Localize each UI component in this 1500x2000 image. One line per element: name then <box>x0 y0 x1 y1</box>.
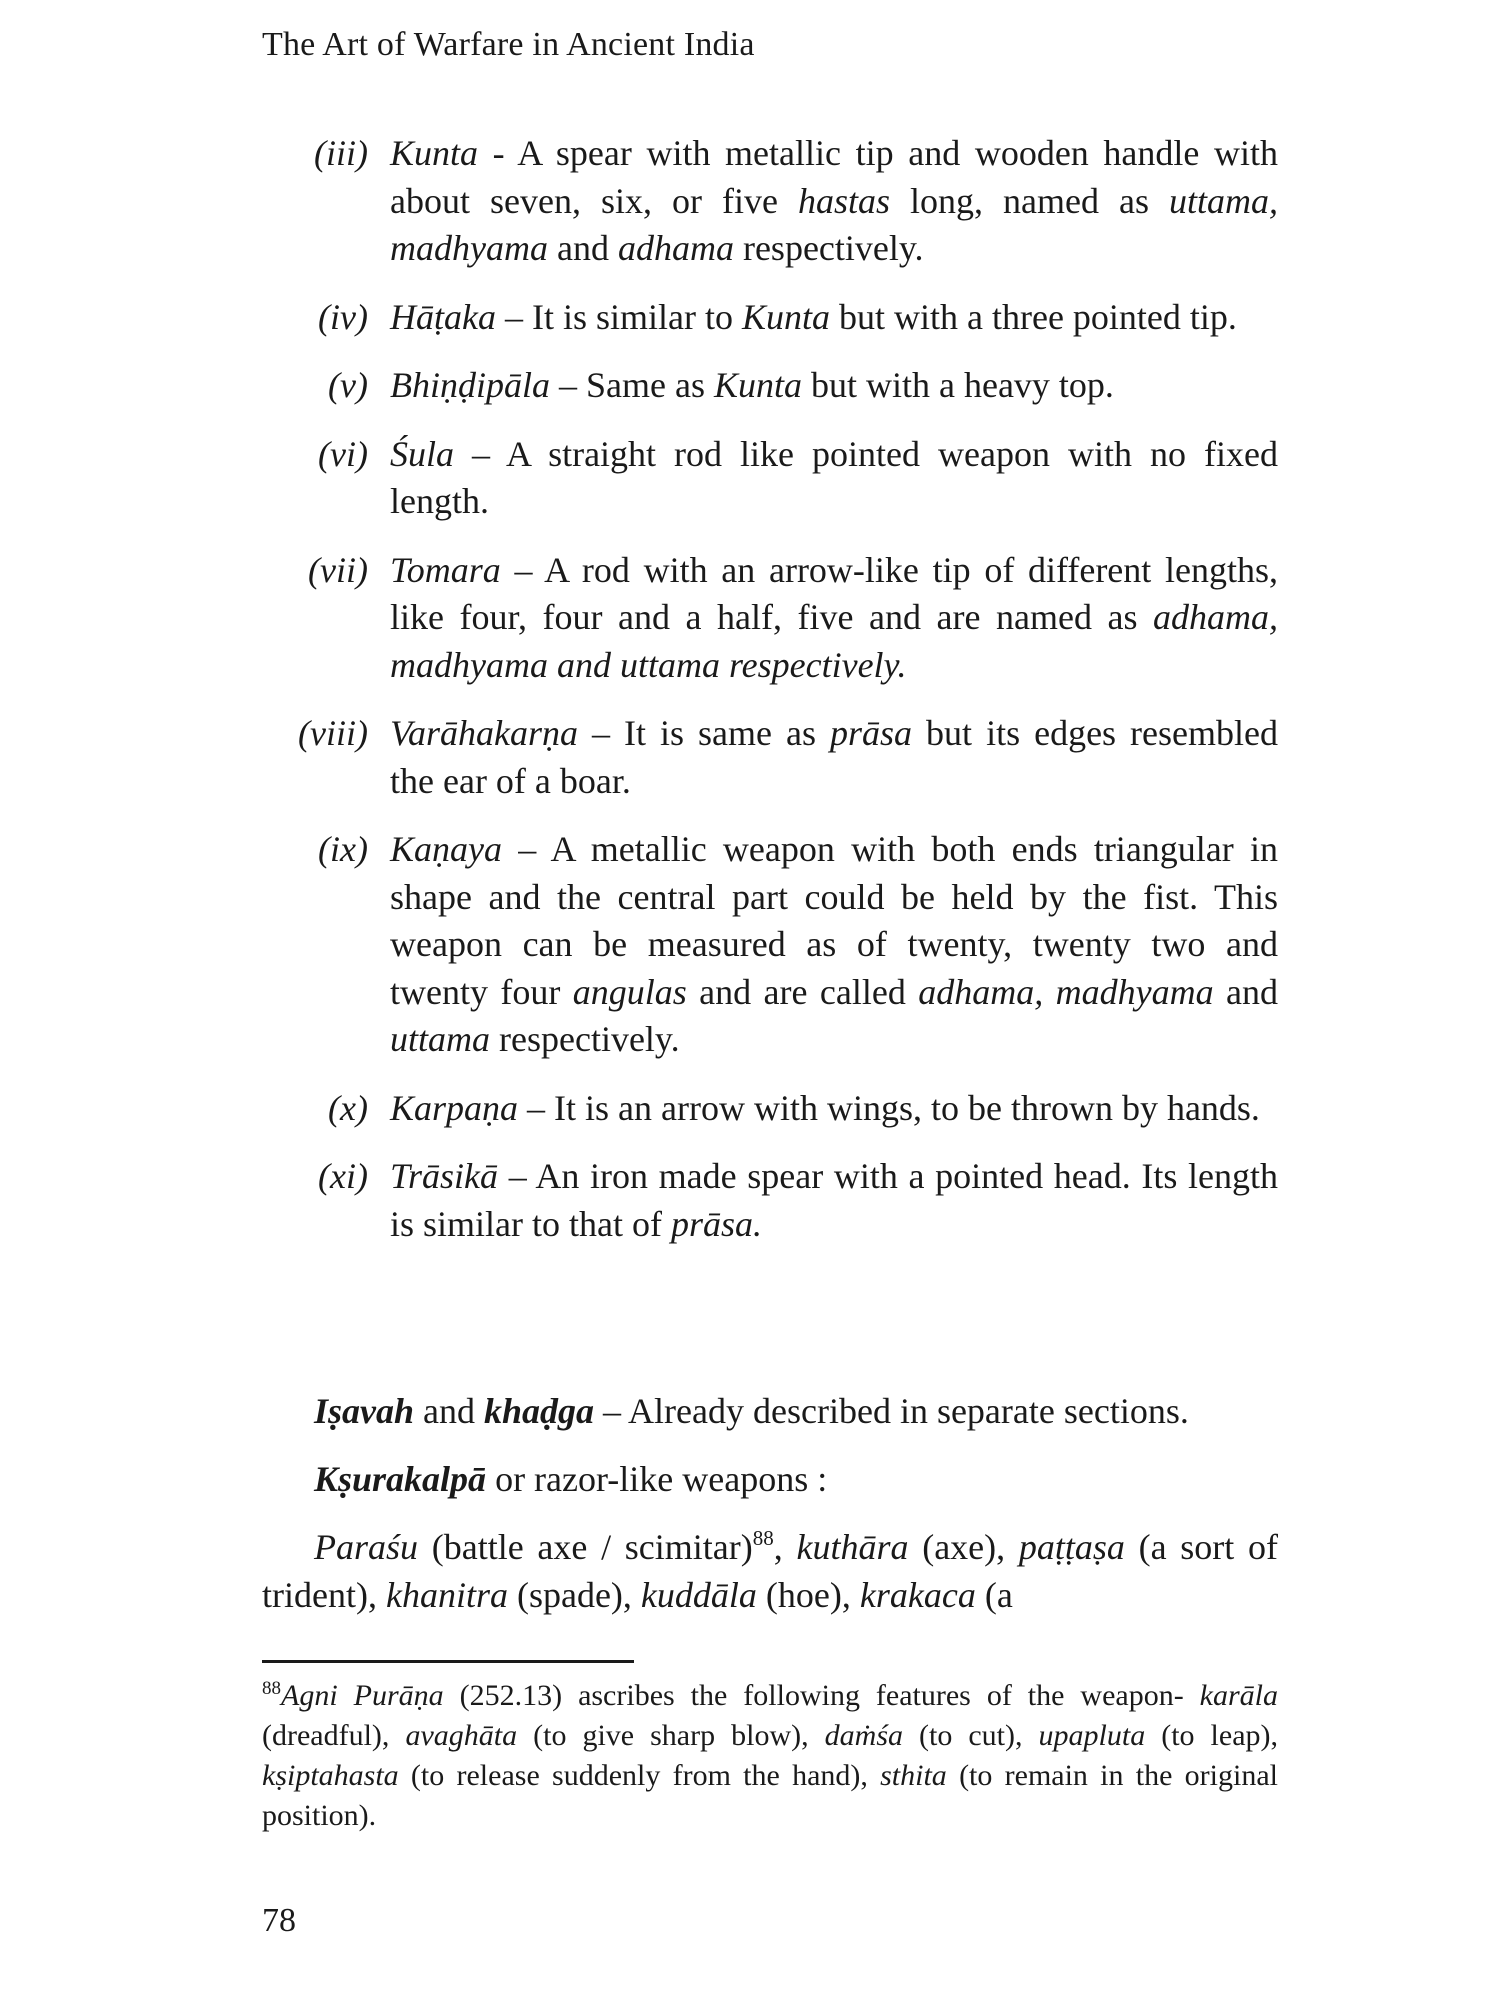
list-item-numeral: (vii) <box>308 549 368 590</box>
italic-term: karāla <box>1199 1679 1278 1712</box>
list-item-numeral: (vi) <box>318 433 368 474</box>
list-item <box>0 362 1500 410</box>
italic-term: Varāhakarṇa <box>390 713 578 753</box>
italic-term: paṭṭaṣa <box>1018 1527 1125 1567</box>
italic-term: uttama <box>390 1019 491 1059</box>
bold-term: khaḍga <box>484 1391 595 1431</box>
italic-term: daṁśa <box>824 1719 903 1752</box>
list-item <box>0 826 1500 1064</box>
bold-term: Iṣavah <box>314 1391 415 1431</box>
italic-term: Tomara <box>390 549 501 590</box>
list-item-text: Kaṇaya – A metallic weapon with both ends triangular in shape and the central part could be held by the fist. This weapon can be measured as of twenty, twenty two and twenty four angulas and are called adhama, madhyama and uttama respectively. <box>390 829 1278 1059</box>
footnote-88: $^{88}$Agni Purāṇa (252.13) ascribes the following features of the weapon- karāla (dreadful), avaghāta (to give sharp blow), daṁśa (to cut), upapluta (to leap), kṣiptahasta (to release suddenly from the hand), sthita (to remain in the original position). <box>262 1678 1279 1832</box>
italic-term: Hāṭaka <box>390 296 496 337</box>
paragraph-ksurakalpa: Kṣurakalpā or razor-like weapons : <box>314 1459 828 1499</box>
footnote-ref: 88 <box>752 1526 774 1550</box>
italic-term: Kunta <box>713 365 802 405</box>
italic-term: Paraśu <box>314 1527 419 1567</box>
list-item-numeral: (viii) <box>298 713 368 753</box>
paragraph-parasu: Paraśu (battle axe / scimitar)$^{88}$, kuthāra (axe), paṭṭaṣa (a sort of trident), khanitra (spade), kuddāla (hoe), krakaca (a <box>262 1526 1278 1615</box>
list-item <box>0 547 1500 690</box>
footnote-ref: 88 <box>262 1678 281 1699</box>
italic-term: khanitra <box>385 1574 508 1615</box>
list-item-text: Bhiṇḍipāla – Same as Kunta but with a heavy top. <box>390 365 1114 405</box>
list-item-numeral: (xi) <box>318 1156 368 1196</box>
list-item-text: Varāhakarṇa – It is same as prāsa but its edges resembled the ear of a boar. <box>390 713 1278 801</box>
italic-term: prāsa <box>830 713 913 753</box>
list-item-text: Hāṭaka – It is similar to Kunta but with a three pointed tip. <box>390 296 1237 337</box>
list-item-numeral: (iv) <box>318 296 368 337</box>
page-number: 78 <box>262 1902 296 1939</box>
italic-term: hastas <box>797 180 890 221</box>
italic-term: Kunta <box>741 296 830 337</box>
paragraph-isavah: Iṣavah and khaḍga – Already described in separate sections. <box>314 1391 1189 1431</box>
italic-term: kuthāra <box>796 1527 909 1567</box>
list-item <box>0 431 1500 526</box>
italic-term: krakaca <box>859 1574 976 1615</box>
italic-term: Agni Purāṇa <box>281 1679 444 1712</box>
list-item-text: Śula – A straight rod like pointed weapon with no fixed length. <box>390 433 1278 521</box>
list-item <box>0 1153 1500 1248</box>
list-item-text: Trāsikā – An iron made spear with a pointed head. Its length is similar to that of prāsa. <box>390 1156 1278 1244</box>
italic-term: kuddāla <box>640 1574 757 1615</box>
italic-term: madhyama <box>1055 971 1214 1012</box>
italic-term: uttama, madhyama <box>390 180 1278 268</box>
italic-term: Bhiṇḍipāla <box>390 365 550 405</box>
italic-term: upapluta <box>1038 1719 1146 1752</box>
list-item-text: Kunta - A spear with metallic tip and wooden handle with about seven, six, or five hastas long, named as uttama, madhyama and adhama respectively. <box>390 133 1278 268</box>
list-item <box>0 1085 1500 1133</box>
italic-term: Kunta <box>390 133 479 173</box>
list-item-text: Karpaṇa – It is an arrow with wings, to be thrown by hands. <box>390 1087 1260 1128</box>
list-item <box>0 710 1500 805</box>
italic-term: sthita <box>880 1759 947 1792</box>
italic-term: adhama, <box>918 971 1044 1012</box>
italic-term: angulas <box>572 971 687 1012</box>
italic-term: Kaṇaya <box>390 829 502 869</box>
italic-term: adhama, madhyama and uttama respectively. <box>390 597 1278 685</box>
italic-term: adhama <box>617 228 734 268</box>
list-item-text: Tomara – A rod with an arrow-like tip of different lengths, like four, four and a half, five and are named as adhama, madhyama and uttama respectively. <box>390 549 1278 685</box>
footnote-rule <box>262 1660 634 1663</box>
italic-term: Karpaṇa <box>390 1087 519 1128</box>
running-head: The Art of Warfare in Ancient India <box>262 26 755 63</box>
weapon-list <box>0 130 1500 1269</box>
list-item-numeral: (ix) <box>318 829 368 869</box>
italic-term: Śula <box>390 433 455 474</box>
italic-term: prāsa. <box>670 1203 762 1244</box>
list-item-numeral: (v) <box>328 365 368 405</box>
list-item-numeral: (x) <box>328 1087 368 1128</box>
list-item <box>0 130 1500 273</box>
list-item-numeral: (iii) <box>314 133 368 173</box>
italic-term: Trāsikā <box>390 1156 499 1196</box>
list-item <box>0 294 1500 342</box>
bold-term: Kṣurakalpā <box>314 1459 487 1499</box>
italic-term: avaghāta <box>405 1719 518 1752</box>
italic-term: kṣiptahasta <box>262 1759 399 1792</box>
